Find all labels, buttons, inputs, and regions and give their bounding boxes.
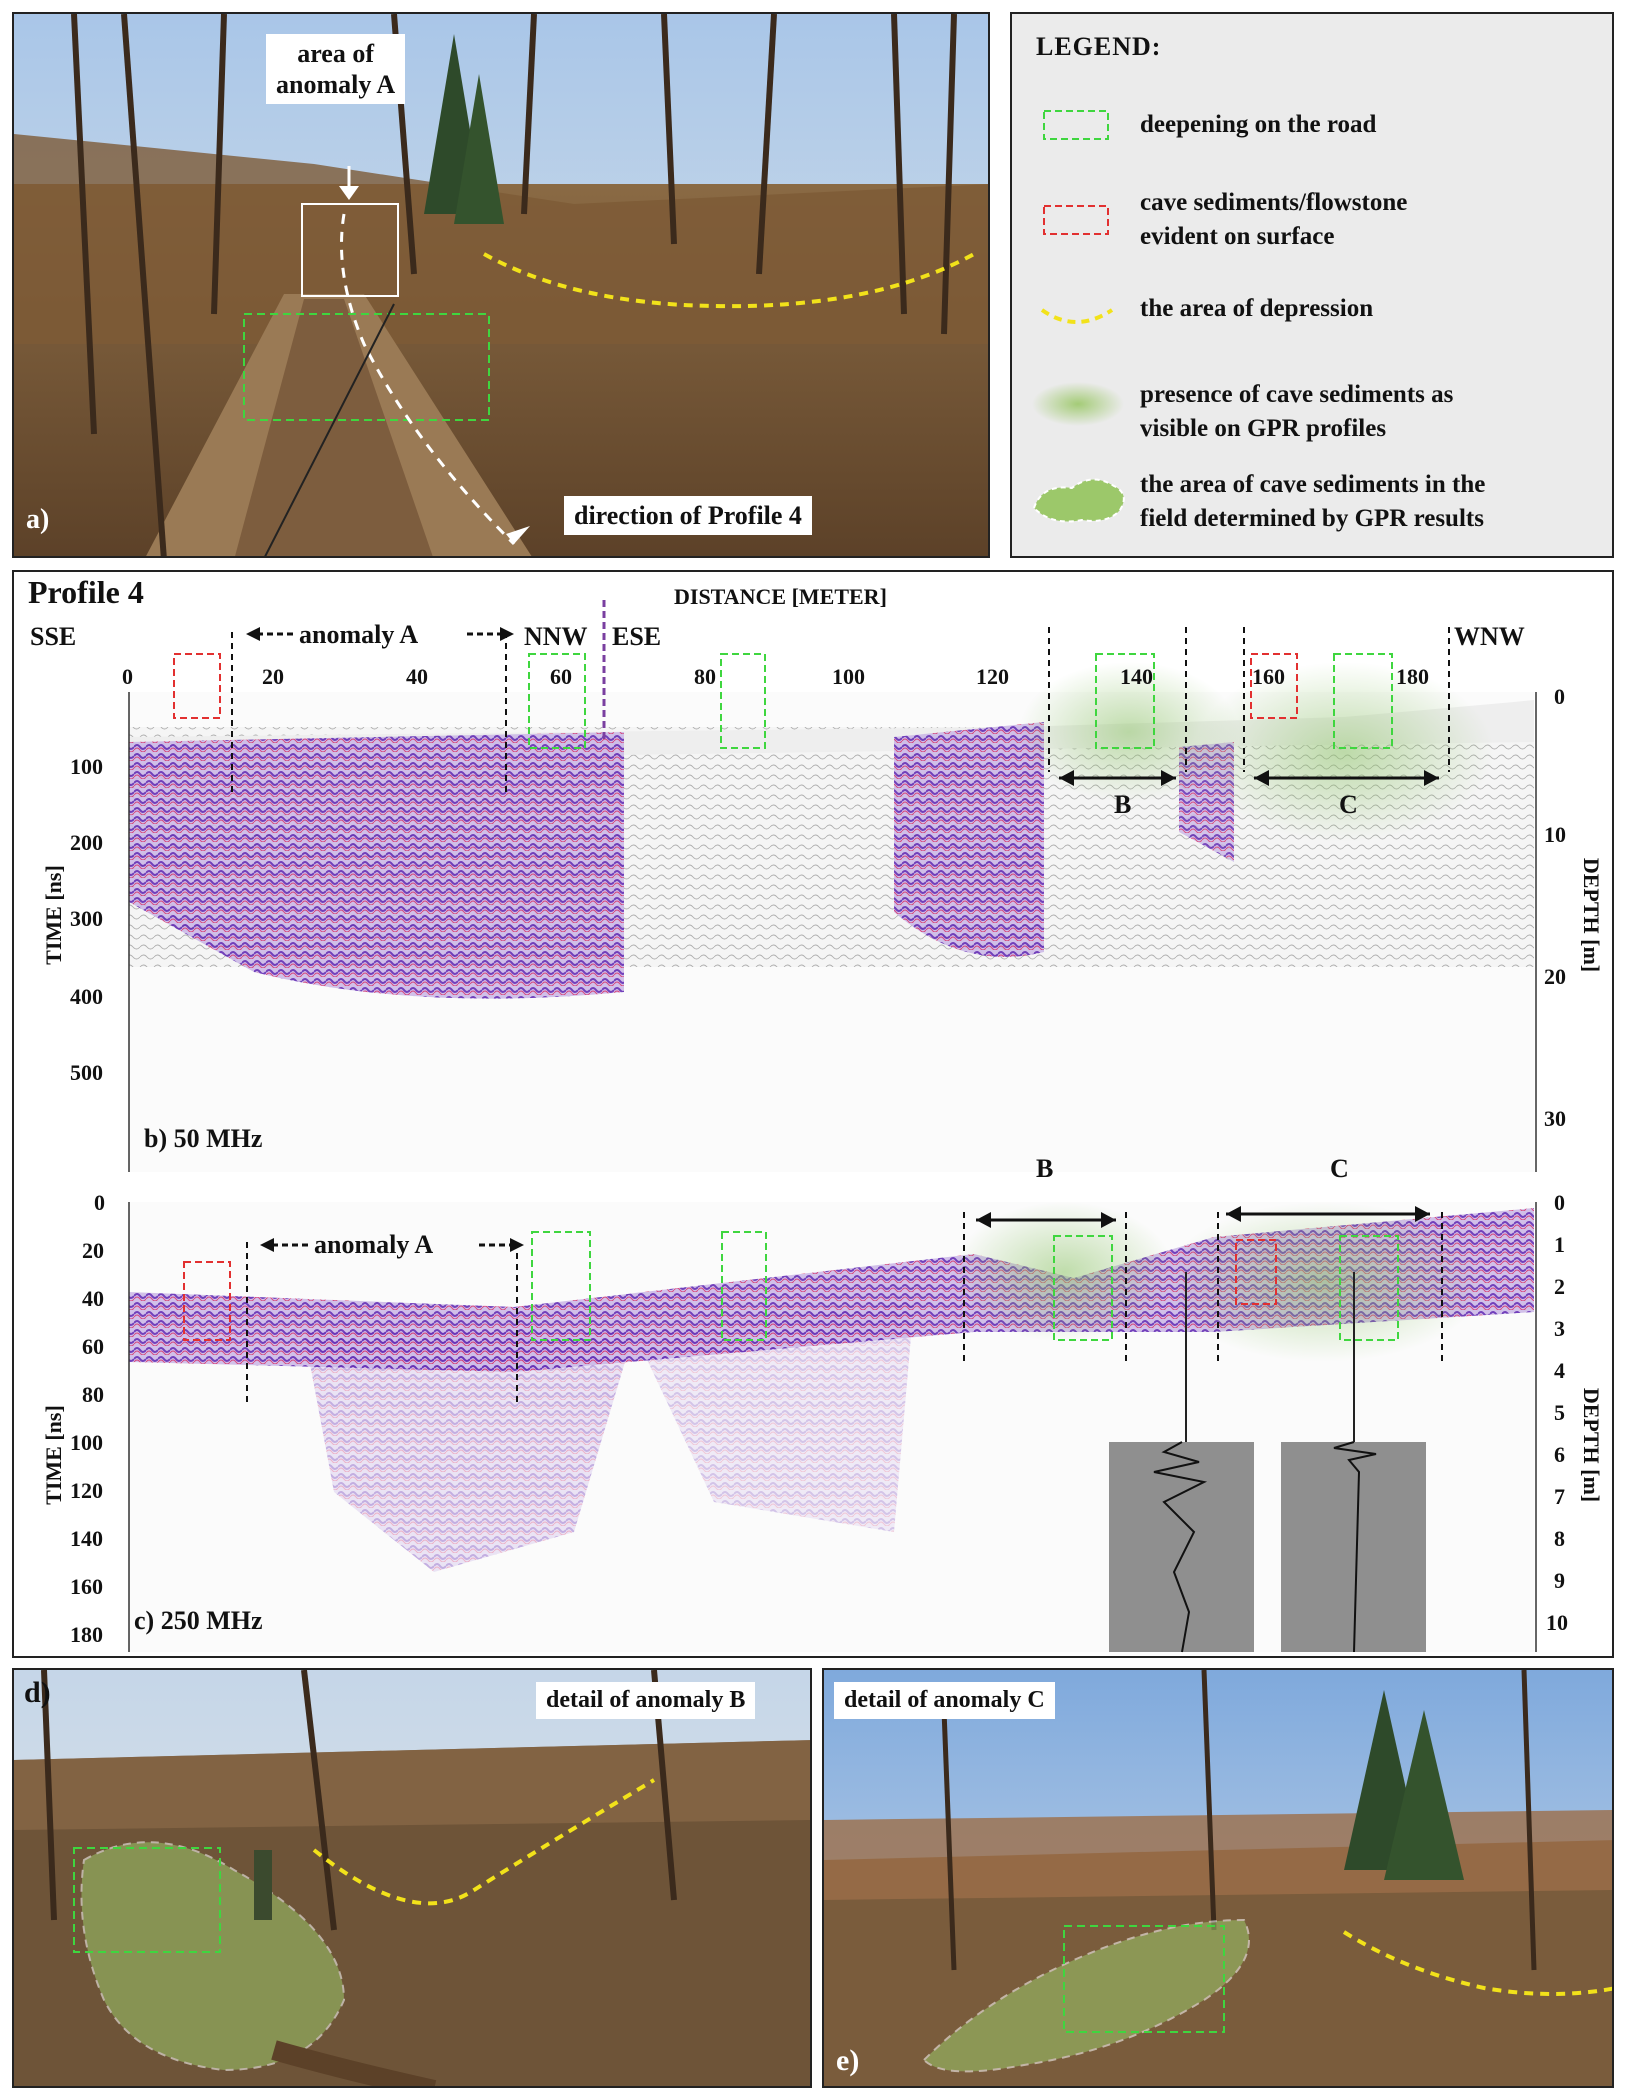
gpr-radargrams — [14, 572, 1614, 1658]
legend-title: LEGEND: — [1036, 32, 1162, 61]
distance-tick-140: 140 — [1120, 664, 1153, 689]
depth-tick-c-8: 8 — [1554, 1526, 1565, 1551]
profile-panel — [12, 570, 1614, 1658]
photo-panel-d — [12, 1668, 812, 2088]
forest-road-photo — [14, 14, 990, 558]
panel-a-letter: a) — [26, 504, 50, 535]
profile-title: Profile 4 — [28, 574, 144, 610]
anomaly-a-label-c: anomaly A — [314, 1230, 434, 1259]
time-tick-c-80: 80 — [82, 1382, 104, 1407]
anomaly-b-detail-caption: detail of anomaly B — [536, 1682, 755, 1719]
legend-item-gpr-field-area — [1140, 468, 1485, 536]
time-tick-b-400: 400 — [70, 984, 103, 1009]
anomaly-a-photo-label — [266, 34, 405, 104]
legend-item-cave-sediments-surface — [1140, 186, 1407, 254]
time-tick-c-0: 0 — [94, 1190, 105, 1215]
depth-tick-c-0: 0 — [1554, 1190, 1565, 1215]
legend-red-rect-symbol — [1044, 206, 1108, 234]
time-tick-c-40: 40 — [82, 1286, 104, 1311]
legend-item-cave-sediments-line2: evident on surface — [1140, 222, 1335, 250]
time-tick-c-60: 60 — [82, 1334, 104, 1359]
depth-tick-c-2: 2 — [1554, 1274, 1565, 1299]
time-tick-b-200: 200 — [70, 830, 103, 855]
anomaly-c-photo — [824, 1670, 1614, 2088]
direction-label: direction of Profile 4 — [564, 496, 812, 535]
depth-tick-c-3: 3 — [1554, 1316, 1565, 1341]
legend-item-deepening-text: deepening on the road — [1140, 111, 1377, 138]
distance-tick-0: 0 — [122, 664, 133, 689]
anomaly-b-photo — [14, 1670, 812, 2088]
anomaly-c-detail-caption: detail of anomaly C — [834, 1682, 1055, 1719]
panel-e-letter: e) — [836, 2044, 860, 2077]
depth-tick-c-6: 6 — [1554, 1442, 1565, 1467]
anomaly-a-label-b: anomaly A — [299, 620, 419, 649]
distance-tick-160: 160 — [1252, 664, 1285, 689]
depth-axis-label-c: DEPTH [m] — [1579, 1387, 1605, 1503]
time-tick-c-140: 140 — [70, 1526, 103, 1551]
depth-tick-b-10: 10 — [1544, 822, 1566, 847]
legend-green-blob-symbol — [1034, 479, 1124, 521]
time-axis-label-b: TIME [ns] — [40, 865, 66, 965]
distance-tick-180: 180 — [1396, 664, 1429, 689]
radargram-250mhz — [129, 1202, 1536, 1652]
depth-tick-c-10: 10 — [1546, 1610, 1568, 1635]
distance-tick-80: 80 — [694, 664, 716, 689]
time-tick-c-100: 100 — [70, 1430, 103, 1455]
legend-item-cave-sediments-line1: cave sediments/flowstone — [1140, 189, 1408, 216]
anomaly-b-label-c: B — [1036, 1154, 1054, 1183]
photo-panel-a — [12, 12, 990, 558]
anomaly-a-photo-label-line1: area of — [297, 39, 374, 68]
anomaly-b-label-b: B — [1114, 790, 1132, 819]
depth-tick-b-20: 20 — [1544, 964, 1566, 989]
time-tick-b-100: 100 — [70, 754, 103, 779]
depth-tick-b-0: 0 — [1554, 684, 1565, 709]
depth-tick-c-1: 1 — [1554, 1232, 1565, 1257]
distance-tick-60: 60 — [550, 664, 572, 689]
depth-tick-c-5: 5 — [1554, 1400, 1565, 1425]
caption-50mhz: b) 50 MHz — [144, 1124, 263, 1153]
legend-item-gpr-field-area-line2: field determined by GPR results — [1140, 504, 1484, 532]
legend-item-gpr-presence — [1140, 378, 1453, 446]
panel-d-letter: d) — [24, 1676, 51, 1709]
time-tick-c-180: 180 — [70, 1622, 103, 1647]
depth-axis-label-b: DEPTH [m] — [1579, 857, 1605, 973]
depth-tick-b-30: 30 — [1544, 1106, 1566, 1131]
anomaly-c-label-c: C — [1330, 1154, 1349, 1183]
legend-yellow-curve-symbol — [1042, 310, 1112, 322]
depth-tick-c-9: 9 — [1554, 1568, 1565, 1593]
legend-item-gpr-presence-line1: presence of cave sediments as — [1140, 381, 1454, 408]
distance-tick-120: 120 — [976, 664, 1009, 689]
time-tick-c-120: 120 — [70, 1478, 103, 1503]
legend-panel — [1010, 12, 1614, 558]
legend-item-gpr-field-area-line1: the area of cave sediments in the — [1140, 471, 1486, 498]
time-tick-b-300: 300 — [70, 906, 103, 931]
legend-item-gpr-presence-line2: visible on GPR profiles — [1140, 414, 1387, 442]
legend-item-depression — [1140, 292, 1373, 326]
time-axis-label-c: TIME [ns] — [40, 1405, 66, 1505]
legend-item-deepening — [1140, 108, 1376, 142]
anomaly-a-photo-label-line2: anomaly A — [276, 70, 396, 100]
dir-nnw: NNW — [524, 622, 588, 651]
caption-250mhz: c) 250 MHz — [134, 1606, 263, 1635]
dir-ese: ESE — [612, 622, 662, 651]
dir-wnw: WNW — [1454, 622, 1525, 651]
legend-green-blur-symbol — [1032, 382, 1124, 426]
depth-tick-c-7: 7 — [1554, 1484, 1565, 1509]
photo-panel-e — [822, 1668, 1614, 2088]
depth-tick-c-4: 4 — [1554, 1358, 1565, 1383]
dir-sse: SSE — [30, 622, 77, 651]
time-tick-c-160: 160 — [70, 1574, 103, 1599]
distance-tick-20: 20 — [262, 664, 284, 689]
time-tick-b-500: 500 — [70, 1060, 103, 1085]
distance-tick-100: 100 — [832, 664, 865, 689]
time-tick-c-20: 20 — [82, 1238, 104, 1263]
legend-item-depression-text: the area of depression — [1140, 295, 1374, 322]
distance-tick-40: 40 — [406, 664, 428, 689]
distance-axis-label: DISTANCE [METER] — [674, 584, 887, 609]
legend-green-rect-symbol — [1044, 111, 1108, 139]
anomaly-c-label-b: C — [1339, 790, 1358, 819]
